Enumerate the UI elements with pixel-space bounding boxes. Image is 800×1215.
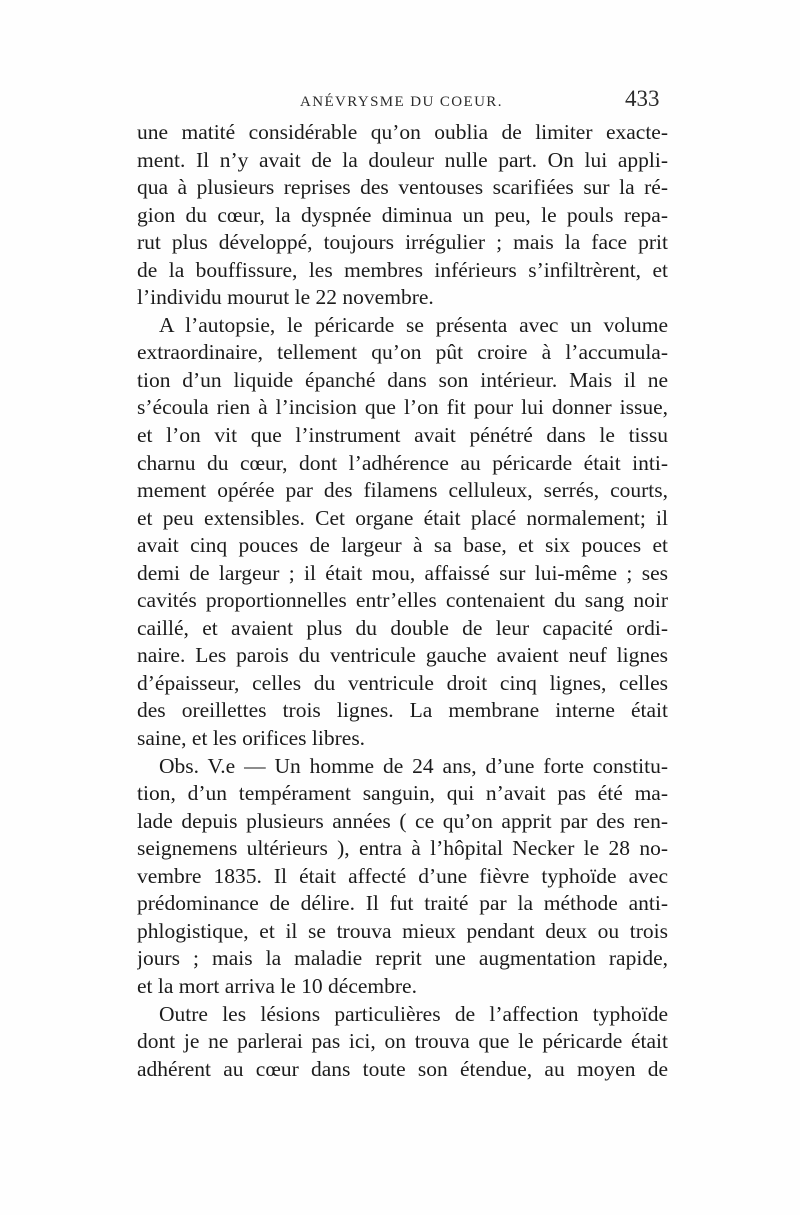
text-line: cavités proportionnelles entr’elles contenaient du sang noir [137, 588, 668, 613]
text-line: l’individu mourut le 22 novembre. [137, 285, 434, 310]
text-line: demi de largeur ; il était mou, affaissé sur lui-même ; ses [137, 560, 668, 585]
text-line: gion du cœur, la dyspnée diminua un peu, le pouls repa- [137, 202, 668, 227]
text-line: lade depuis plusieurs années ( ce qu’on apprit par des ren- [137, 808, 668, 833]
text-line: Obs. V.e — Un homme de 24 ans, d’une forte constitu- [159, 753, 668, 778]
text-line: une matité considérable qu’on oublia de limiter exacte- [137, 120, 668, 144]
page-number: 433 [625, 86, 660, 111]
text-line: Outre les lésions particulières de l’affection typhoïde [159, 1001, 668, 1026]
text-line: phlogistique, et il se trouva mieux pendant deux ou trois [137, 918, 668, 943]
text-line: seignemens ultérieurs ), entra à l’hôpital Necker le 28 no- [137, 836, 668, 861]
text-line: prédominance de délire. Il fut traité par la méthode anti- [137, 891, 668, 916]
text-line: des oreillettes trois lignes. La membrane interne était [137, 698, 668, 723]
text-line: naire. Les parois du ventricule gauche avaient neuf lignes [137, 643, 668, 668]
text-line: et l’on vit que l’instrument avait pénétré dans le tissu [137, 423, 668, 448]
text-line: avait cinq pouces de largeur à sa base, et six pouces et [137, 533, 668, 558]
body-text [137, 119, 668, 1083]
text-line: rut plus développé, toujours irrégulier ; mais la face prit [137, 230, 668, 255]
text-line: caillé, et avaient plus du double de leur capacité ordi- [137, 615, 668, 640]
text-line: adhérent au cœur dans toute son étendue, au moyen de [137, 1056, 668, 1081]
text-line: vembre 1835. Il était affecté d’une fièvre typhoïde avec [137, 863, 668, 888]
text-line: et la mort arriva le 10 décembre. [137, 973, 417, 998]
text-line: ment. Il n’y avait de la douleur nulle part. On lui appli- [137, 147, 668, 172]
text-line: d’épaisseur, celles du ventricule droit cinq lignes, celles [137, 670, 668, 695]
text-line: s’écoula rien à l’incision que l’on fit pour lui donner issue, [137, 395, 668, 420]
text-line: mement opérée par des filamens celluleux, serrés, courts, [137, 478, 668, 503]
text-line: de la bouffissure, les membres inférieurs s’infiltrèrent, et [137, 257, 668, 282]
text-line: charnu du cœur, dont l’adhérence au péricarde était inti- [137, 450, 668, 475]
text-line: qua à plusieurs reprises des ventouses scarifiées sur la ré- [137, 175, 668, 200]
text-line: extraordinaire, tellement qu’on pût croire à l’accumula- [137, 340, 668, 365]
text-line: jours ; mais la maladie reprit une augmentation rapide, [137, 946, 668, 971]
text-line: et peu extensibles. Cet organe était placé normalement; il [137, 505, 668, 530]
running-title: ANÉVRYSME DU COEUR. [300, 94, 503, 110]
text-line: tion, d’un tempérament sanguin, qui n’avait pas été ma- [137, 781, 668, 806]
text-line: dont je ne parlerai pas ici, on trouva que le péricarde était [137, 1029, 668, 1054]
text-line: A l’autopsie, le péricarde se présenta avec un volume [159, 312, 668, 337]
text-line: saine, et les orifices libres. [137, 726, 366, 751]
text-line: tion d’un liquide épanché dans son intérieur. Mais il ne [137, 367, 668, 392]
